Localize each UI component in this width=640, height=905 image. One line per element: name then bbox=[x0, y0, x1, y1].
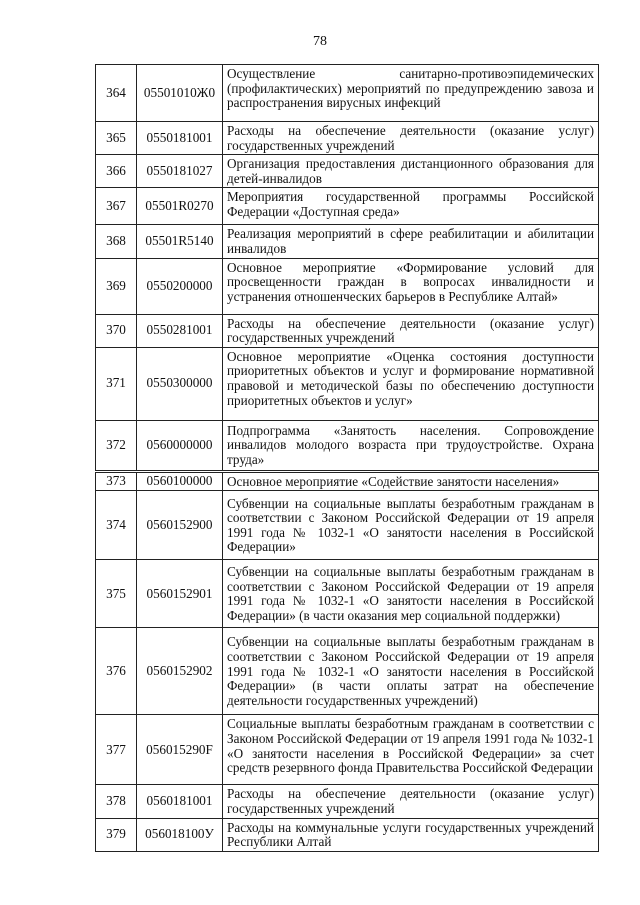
row-code: 05501R0270 bbox=[137, 188, 223, 225]
row-code: 0550300000 bbox=[137, 347, 223, 420]
row-description: Социальные выплаты безработным гражданам в соответствии с Законом Российской Федерации от 19 апреля 1991 года № 1032-1 «О занятости населения в Российской Федерации» за счет средств резервного фонда Правительства Российской Федерации bbox=[223, 715, 599, 785]
row-number: 379 bbox=[96, 818, 137, 851]
row-number: 373 bbox=[96, 471, 137, 491]
row-description: Субвенции на социальные выплаты безработным гражданам в соответствии с Законом Российской Федерации от 19 апреля 1991 года № 1032-1 «О занятости населения в Российской Федерации» (в части оказания мер социальной поддержки) bbox=[223, 560, 599, 628]
table-row bbox=[96, 560, 599, 628]
budget-code-table bbox=[95, 64, 599, 852]
row-number: 376 bbox=[96, 628, 137, 715]
row-description: Основное мероприятие «Оценка состояния доступности приоритетных объектов и услуг и формирование нормативной правовой и методической базы по обеспечению доступности приоритетных объектов и услуг» bbox=[223, 347, 599, 420]
row-number: 365 bbox=[96, 122, 137, 155]
row-code: 05501010Ж0 bbox=[137, 65, 223, 122]
row-description: Реализация мероприятий в сфере реабилитации и абилитации инвалидов bbox=[223, 225, 599, 258]
row-description: Субвенции на социальные выплаты безработным гражданам в соответствии с Законом Российской Федерации от 19 апреля 1991 года № 1032-1 «О занятости населения в Российской Федерации» (в части оплаты затрат на обеспечение деятельности государственных учреждений) bbox=[223, 628, 599, 715]
row-number: 378 bbox=[96, 785, 137, 818]
row-description: Подпрограмма «Занятость населения. Сопровождение инвалидов молодого возраста при трудоустройстве. Охрана труда» bbox=[223, 420, 599, 471]
table-row bbox=[96, 420, 599, 471]
row-number: 366 bbox=[96, 155, 137, 188]
table-row bbox=[96, 347, 599, 420]
row-code: 0550181027 bbox=[137, 155, 223, 188]
row-code: 0550200000 bbox=[137, 258, 223, 314]
row-number: 369 bbox=[96, 258, 137, 314]
row-code: 0550281001 bbox=[137, 314, 223, 347]
row-description: Осуществление санитарно-противоэпидемических (профилактических) мероприятий по предупреждению завоза и распространения вирусных инфекций bbox=[223, 65, 599, 122]
table-row bbox=[96, 155, 599, 188]
row-number: 371 bbox=[96, 347, 137, 420]
row-description: Расходы на коммунальные услуги государственных учреждений Республики Алтай bbox=[223, 818, 599, 851]
row-number: 364 bbox=[96, 65, 137, 122]
table-row bbox=[96, 314, 599, 347]
row-description: Субвенции на социальные выплаты безработным гражданам в соответствии с Законом Российской Федерации от 19 апреля 1991 года № 1032-1 «О занятости населения в Российской Федерации» bbox=[223, 491, 599, 560]
table-body bbox=[96, 65, 599, 852]
table-row bbox=[96, 188, 599, 225]
row-code: 0560152900 bbox=[137, 491, 223, 560]
row-code: 0560100000 bbox=[137, 471, 223, 491]
row-description: Основное мероприятие «Содействие занятости населения» bbox=[223, 471, 599, 491]
row-code: 0560181001 bbox=[137, 785, 223, 818]
table-row bbox=[96, 122, 599, 155]
row-number: 368 bbox=[96, 225, 137, 258]
row-description: Расходы на обеспечение деятельности (оказание услуг) государственных учреждений bbox=[223, 314, 599, 347]
table-row bbox=[96, 258, 599, 314]
row-number: 370 bbox=[96, 314, 137, 347]
row-description: Расходы на обеспечение деятельности (оказание услуг) государственных учреждений bbox=[223, 122, 599, 155]
row-code: 0560152902 bbox=[137, 628, 223, 715]
row-number: 367 bbox=[96, 188, 137, 225]
row-number: 377 bbox=[96, 715, 137, 785]
table-row bbox=[96, 715, 599, 785]
row-code: 056015290F bbox=[137, 715, 223, 785]
row-description: Организация предоставления дистанционного образования для детей-инвалидов bbox=[223, 155, 599, 188]
table-row bbox=[96, 785, 599, 818]
row-code: 05501R5140 bbox=[137, 225, 223, 258]
table-row bbox=[96, 491, 599, 560]
table-row bbox=[96, 628, 599, 715]
row-description: Основное мероприятие «Формирование условий для просвещенности граждан в вопросах инвалидности и устранения отношенческих барьеров в Республике Алтай» bbox=[223, 258, 599, 314]
row-description: Расходы на обеспечение деятельности (оказание услуг) государственных учреждений bbox=[223, 785, 599, 818]
row-code: 056018100У bbox=[137, 818, 223, 851]
table-row bbox=[96, 225, 599, 258]
row-number: 374 bbox=[96, 491, 137, 560]
row-description: Мероприятия государственной программы Российской Федерации «Доступная среда» bbox=[223, 188, 599, 225]
table-row bbox=[96, 818, 599, 851]
row-number: 375 bbox=[96, 560, 137, 628]
row-number: 372 bbox=[96, 420, 137, 471]
row-code: 0560152901 bbox=[137, 560, 223, 628]
table-row bbox=[96, 471, 599, 491]
table-row bbox=[96, 65, 599, 122]
row-code: 0550181001 bbox=[137, 122, 223, 155]
page-number: 78 bbox=[313, 34, 327, 49]
row-code: 0560000000 bbox=[137, 420, 223, 471]
